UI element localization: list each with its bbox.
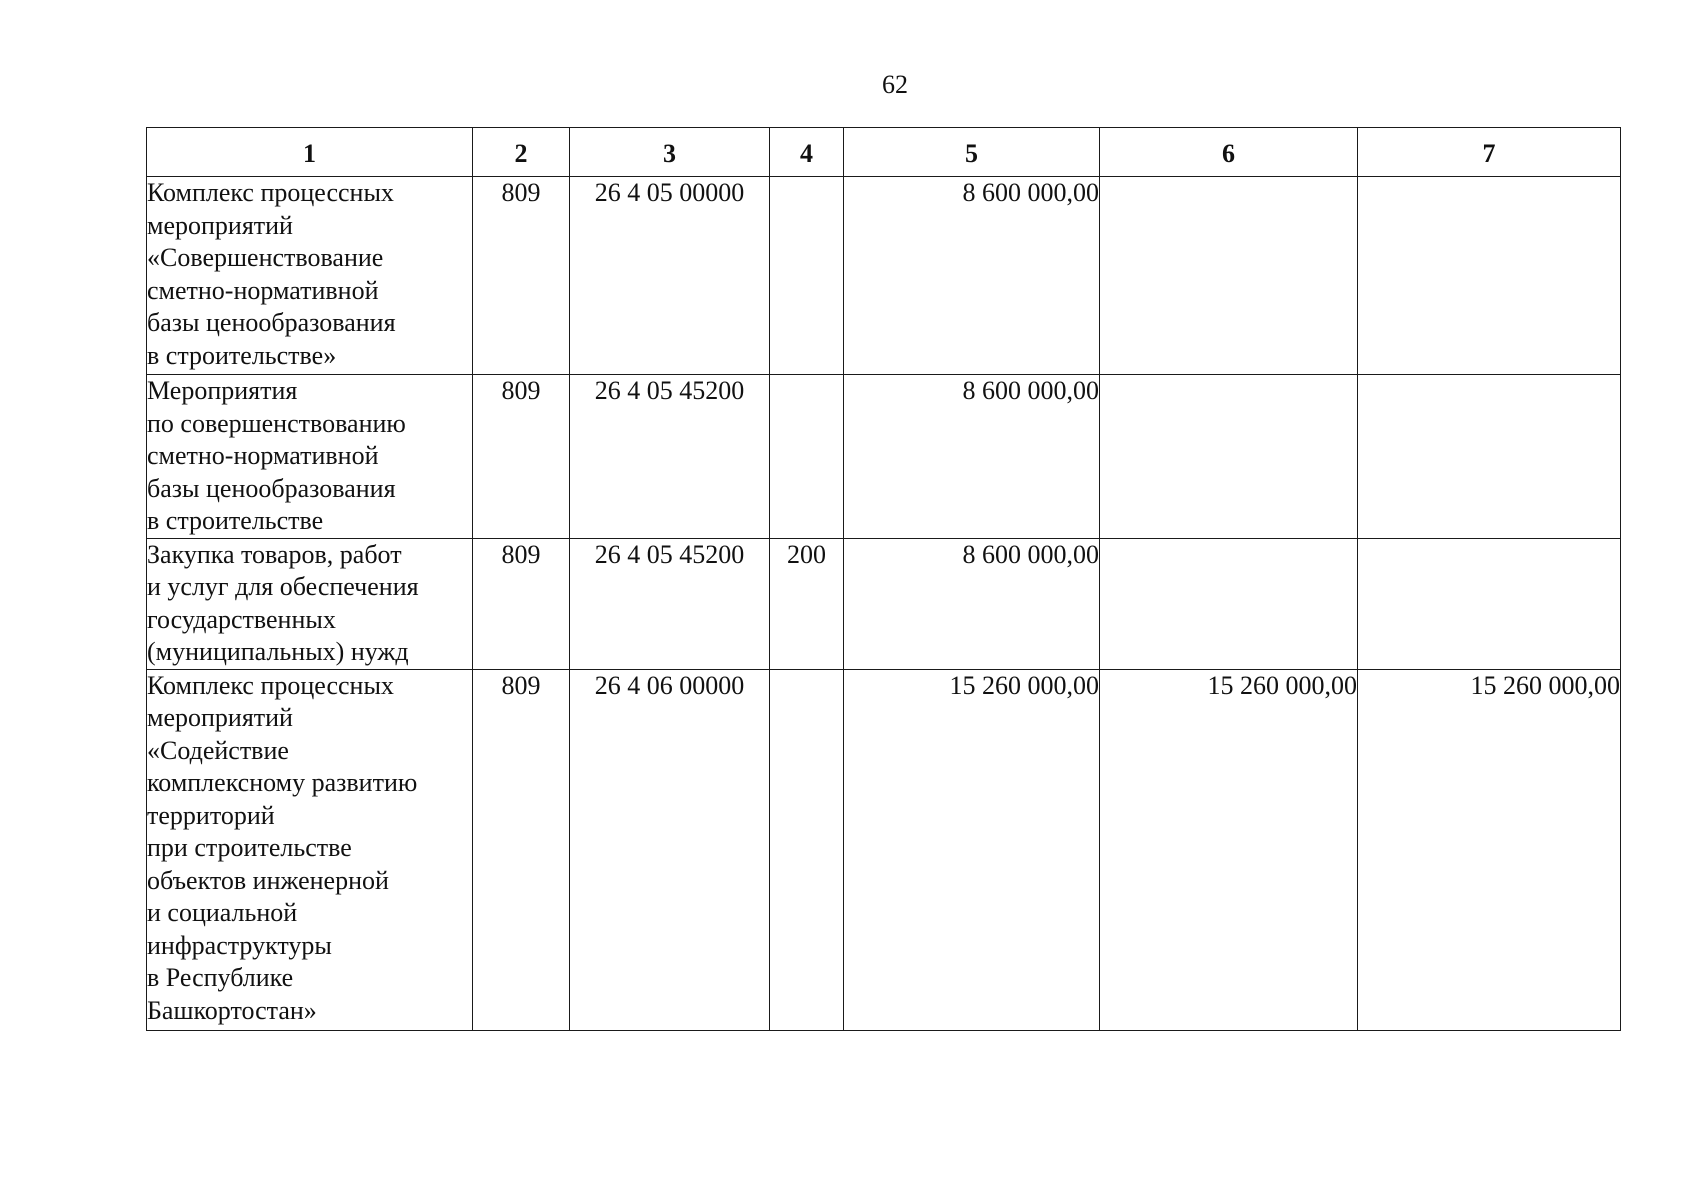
csr-cell: 26 4 05 45200	[570, 375, 770, 539]
amount-col6-cell	[1100, 177, 1358, 375]
name-line: (муниципальных) нужд	[147, 637, 409, 666]
name-line: в Республике	[147, 963, 294, 992]
amount-col6-cell: 15 260 000,00	[1100, 669, 1358, 1030]
amount-col5-cell: 15 260 000,00	[844, 669, 1100, 1030]
page-number: 62	[882, 70, 908, 99]
header-col-5: 5	[844, 128, 1100, 177]
ved-cell: 809	[473, 538, 570, 669]
name-line: «Совершенствование	[147, 243, 384, 272]
table-row	[147, 375, 1621, 539]
amount-col6-cell	[1100, 375, 1358, 539]
name-line: при строительстве	[147, 833, 352, 862]
vr-cell	[770, 375, 844, 539]
amount-col5-cell: 8 600 000,00	[844, 538, 1100, 669]
amount-col6-cell	[1100, 538, 1358, 669]
name-line: сметно-нормативной	[147, 441, 379, 470]
name-line: и социальной	[147, 898, 298, 927]
row-name-cell	[147, 538, 473, 669]
header-col-2: 2	[473, 128, 570, 177]
amount-col5-cell: 8 600 000,00	[844, 375, 1100, 539]
header-col-4: 4	[770, 128, 844, 177]
amount-col7-cell	[1358, 375, 1621, 539]
name-line: «Содействие	[147, 735, 289, 765]
budget-table	[146, 127, 1621, 1031]
vr-cell	[770, 669, 844, 1030]
row-name-cell	[147, 177, 473, 375]
name-line: по совершенствованию	[147, 408, 406, 438]
table-row	[147, 177, 1621, 375]
vr-cell	[770, 177, 844, 375]
name-line: базы ценообразования	[147, 308, 396, 337]
csr-cell: 26 4 05 45200	[570, 538, 770, 669]
name-line: в строительстве»	[147, 340, 337, 370]
name-line: сметно-нормативной	[147, 275, 379, 305]
csr-cell: 26 4 05 00000	[570, 177, 770, 375]
name-line: территорий	[147, 800, 275, 830]
ved-cell: 809	[473, 177, 570, 375]
name-line: государственных	[147, 604, 336, 634]
name-line: мероприятий	[147, 210, 293, 240]
row-name-cell	[147, 669, 473, 1030]
table-row	[147, 538, 1621, 669]
name-line: Комплекс процессных	[147, 178, 394, 207]
row-name-cell	[147, 375, 473, 539]
amount-col7-cell	[1358, 538, 1621, 669]
header-col-1: 1	[147, 128, 473, 177]
name-line: Башкортостан»	[147, 995, 317, 1025]
header-col-3: 3	[570, 128, 770, 177]
name-line: Закупка товаров, работ	[147, 539, 402, 569]
header-col-7: 7	[1358, 128, 1621, 177]
ved-cell: 809	[473, 375, 570, 539]
amount-col5-cell: 8 600 000,00	[844, 177, 1100, 375]
name-line: Комплекс процессных	[147, 670, 394, 700]
name-line: инфраструктуры	[147, 930, 332, 960]
name-line: мероприятий	[147, 703, 293, 732]
ved-cell: 809	[473, 669, 570, 1030]
vr-cell: 200	[770, 538, 844, 669]
name-line: объектов инженерной	[147, 865, 389, 895]
amount-col7-cell: 15 260 000,00	[1358, 669, 1621, 1030]
name-line: и услуг для обеспечения	[147, 572, 419, 601]
header-col-6: 6	[1100, 128, 1358, 177]
name-line: комплексному развитию	[147, 768, 418, 797]
csr-cell: 26 4 06 00000	[570, 669, 770, 1030]
name-line: базы ценообразования	[147, 473, 396, 503]
header-row	[147, 128, 1621, 177]
table-row	[147, 669, 1621, 1030]
amount-col7-cell	[1358, 177, 1621, 375]
name-line: в строительстве	[147, 506, 324, 535]
name-line: Мероприятия	[147, 376, 298, 405]
